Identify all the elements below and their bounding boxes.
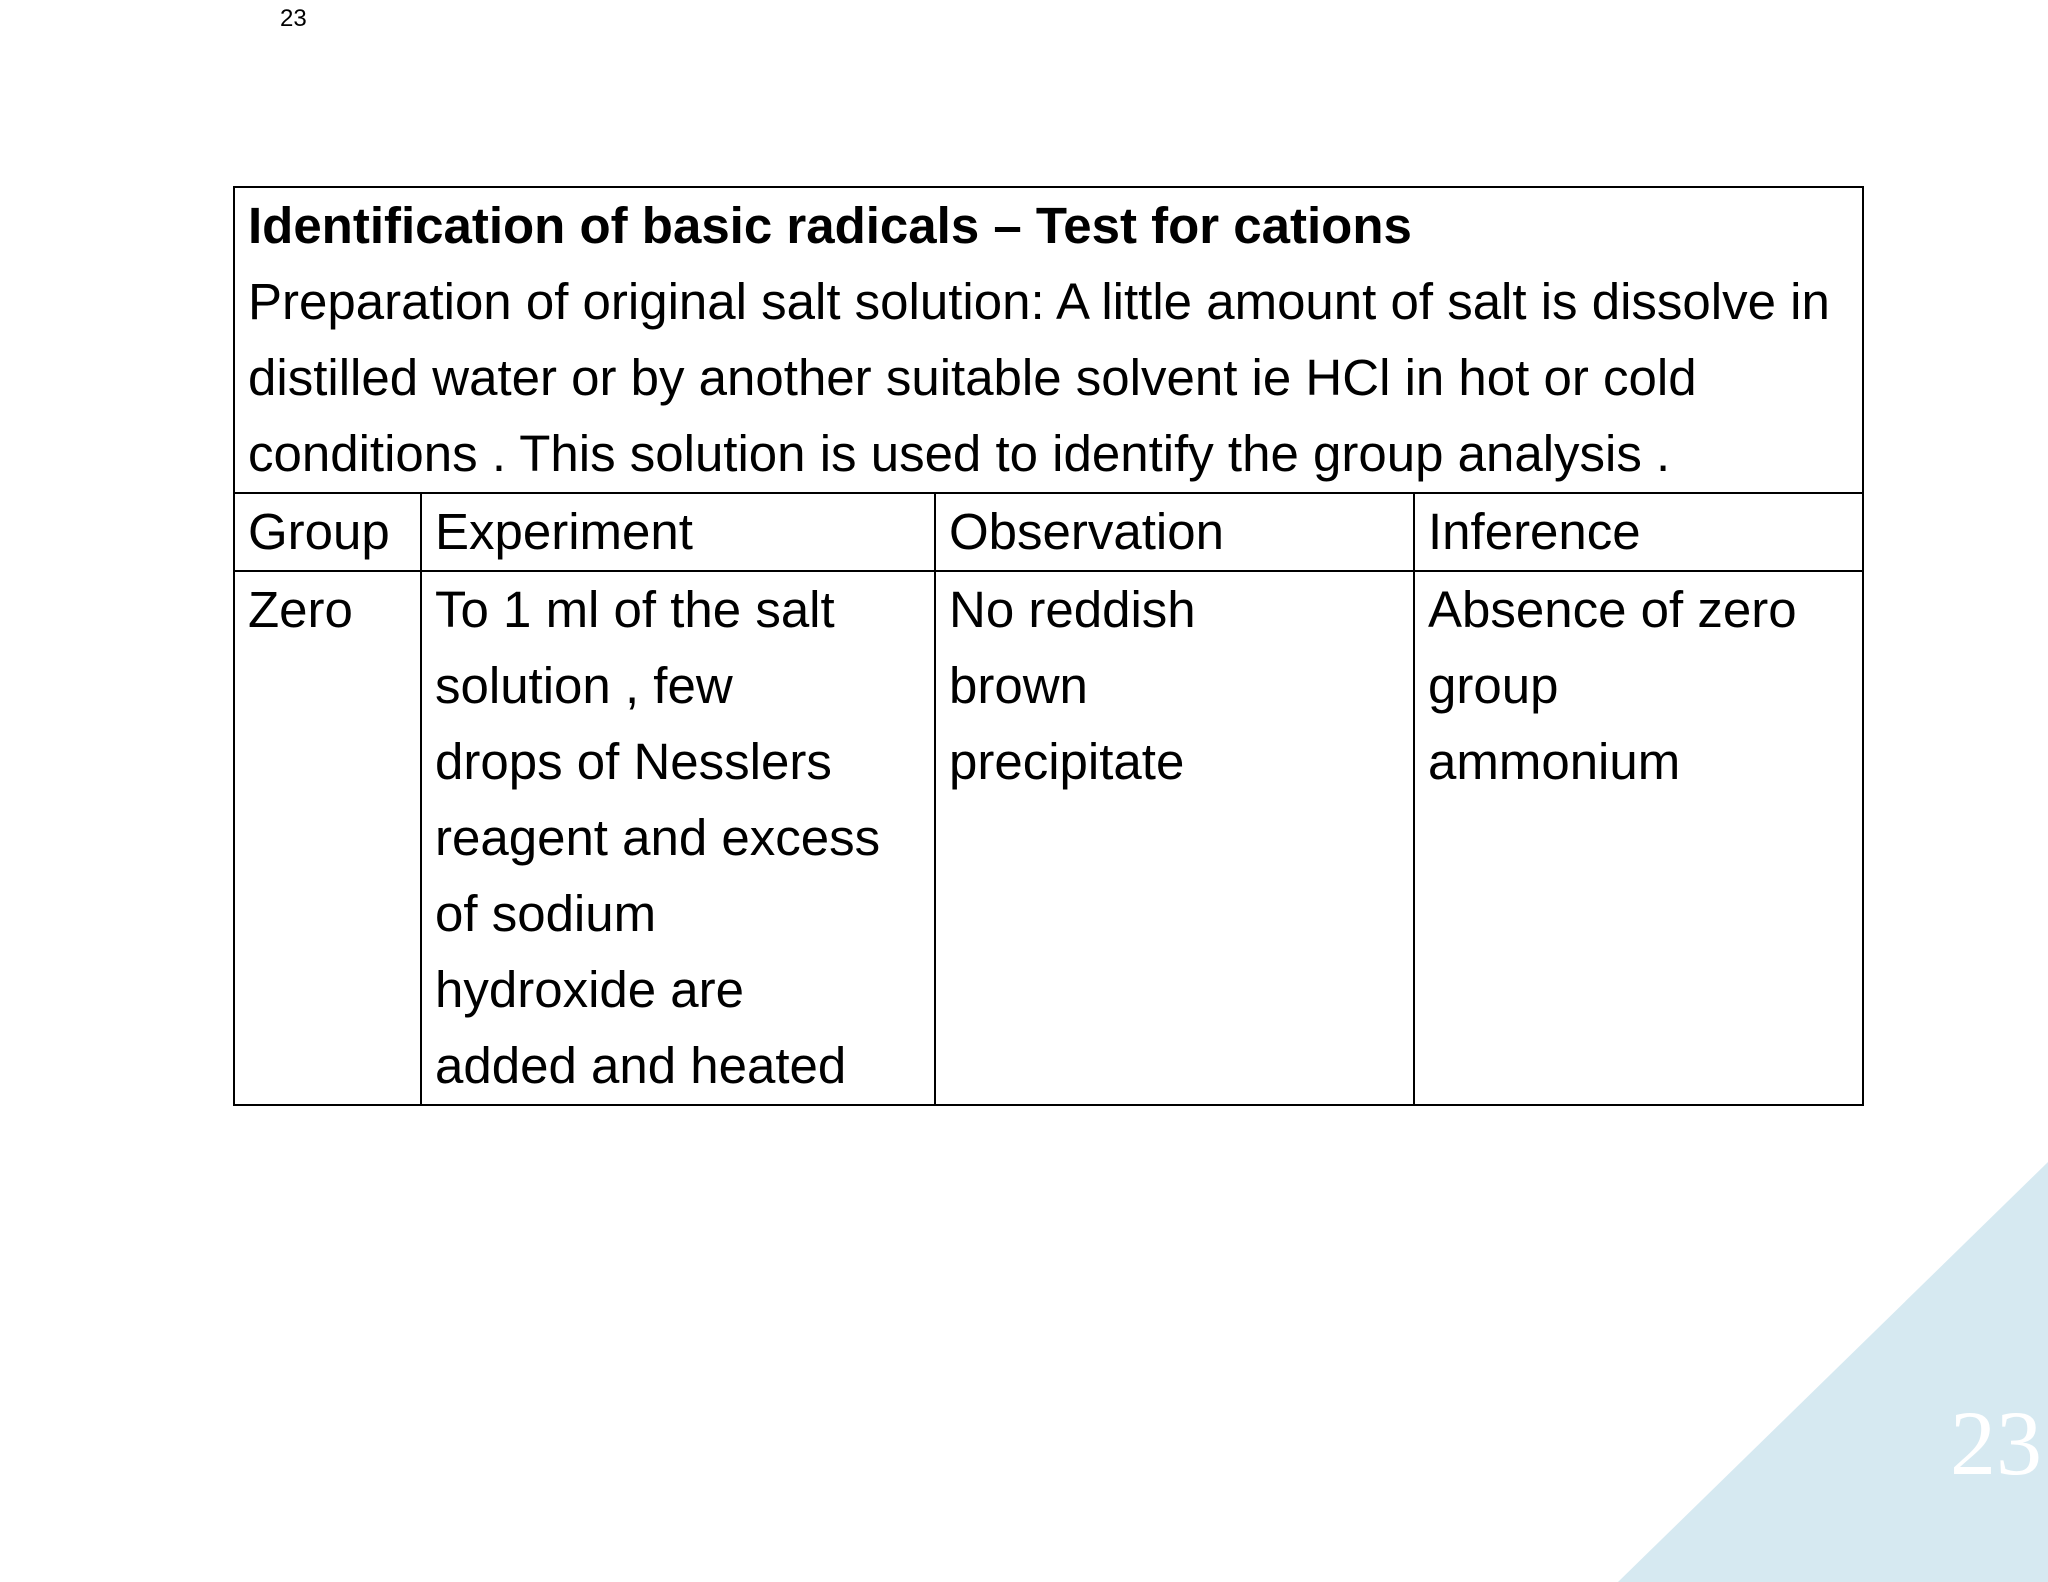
header-observation: Observation	[935, 493, 1414, 571]
intro-heading: Identification of basic radicals – Test for cations	[248, 197, 1412, 254]
inference-line: Absence of zero	[1428, 581, 1797, 638]
inference-line: group	[1428, 657, 1559, 714]
observation-line: brown	[949, 657, 1088, 714]
corner-triangle-shape	[1618, 1162, 2048, 1582]
cell-experiment	[421, 571, 935, 1105]
cell-inference	[1414, 571, 1863, 1105]
corner-triangle-decoration	[1618, 1162, 2048, 1582]
observation-line: precipitate	[949, 733, 1185, 790]
header-inference: Inference	[1414, 493, 1863, 571]
experiment-line: hydroxide are	[435, 961, 745, 1018]
observation-line: No reddish	[949, 581, 1196, 638]
cation-test-table	[233, 186, 1864, 1106]
page-corner-number: 23	[280, 5, 307, 32]
header-row	[234, 493, 1863, 571]
header-experiment: Experiment	[421, 493, 935, 571]
experiment-line: added and heated	[435, 1037, 847, 1094]
intro-row	[234, 187, 1863, 493]
slide-number: 23	[1950, 1392, 2042, 1494]
table-row	[234, 571, 1863, 1105]
experiment-line: of sodium	[435, 885, 657, 942]
intro-cell	[234, 187, 1863, 493]
inference-line: ammonium	[1428, 733, 1681, 790]
cell-observation	[935, 571, 1414, 1105]
experiment-line: drops of Nesslers	[435, 733, 832, 790]
cell-group: Zero	[234, 571, 421, 1105]
intro-text: Preparation of original salt solution: A little amount of salt is dissolve in distilled water or by another suitable solvent ie HCl in hot or cold conditions . This solution is used to identify the group analysis .	[248, 273, 1830, 482]
experiment-line: reagent and excess	[435, 809, 881, 866]
experiment-line: To 1 ml of the salt	[435, 581, 835, 638]
header-group: Group	[234, 493, 421, 571]
experiment-line: solution , few	[435, 657, 733, 714]
